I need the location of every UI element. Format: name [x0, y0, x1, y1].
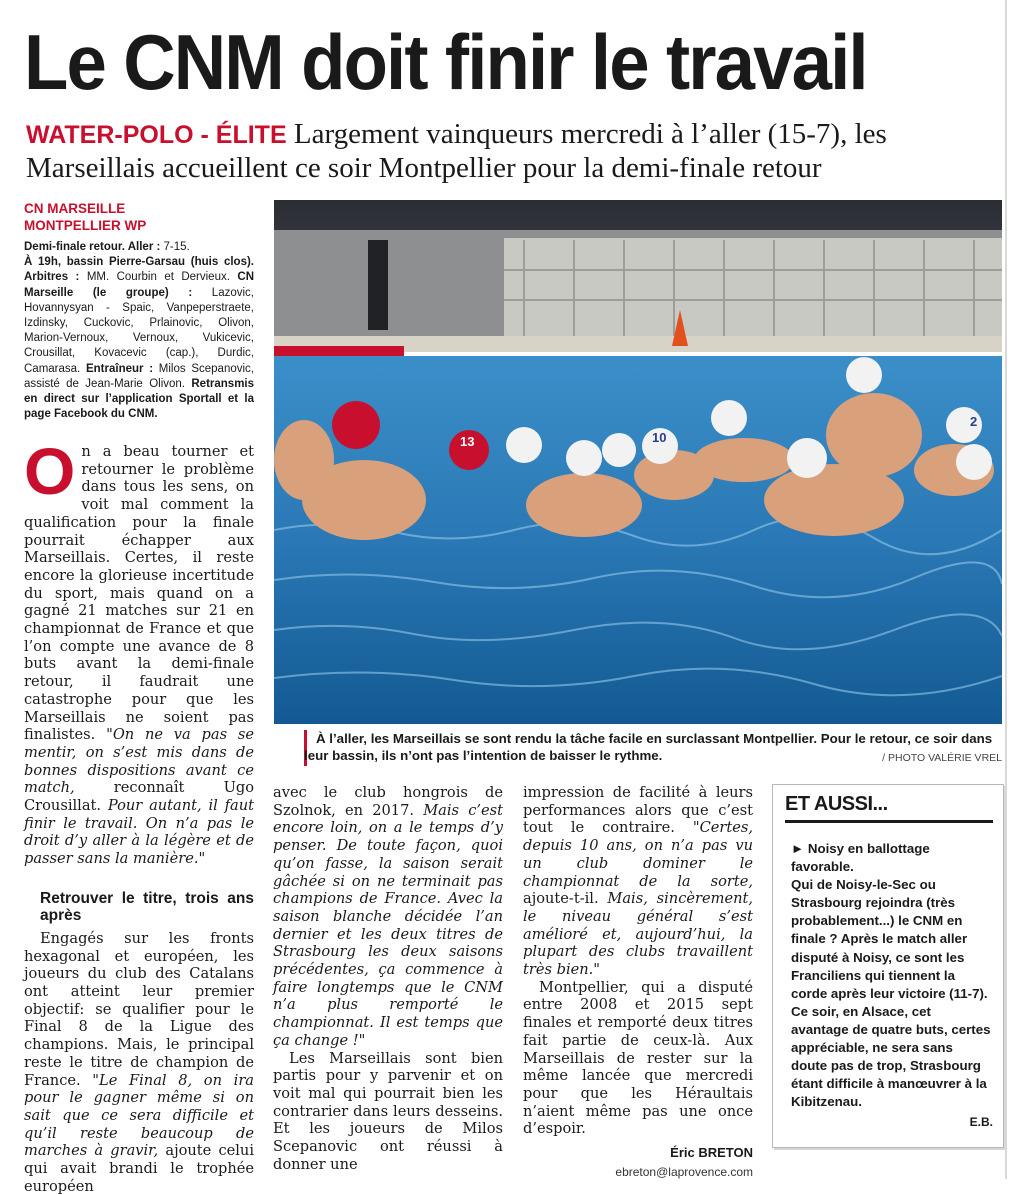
sidebar-et-aussi [772, 784, 1004, 1148]
quote: Pour autant, il faut finir le travail. On n’a pas le droit d’y aller à la légère et de passer sans la manière. [24, 797, 254, 868]
subheading: Retrouver le titre, trois ans après [40, 889, 254, 924]
article-text: reconnaît Ugo Crousillat. [24, 779, 254, 815]
photo-credit: / PHOTO VALÉRIE VREL [882, 752, 1002, 764]
info-label-demi: Demi-finale retour. Aller : [24, 241, 161, 253]
photo-illustration [274, 200, 1002, 724]
match-details [24, 240, 254, 422]
drop-cap: O [24, 434, 76, 508]
article-text: Montpellier, qui a disputé entre 2008 et 2015 sept finales et remporté deux titres fait partie de ceux-là. Aux Marseillais de rester sur la même lancée que mercredi pour que les Héraultais n’aient même pas une once d’espoir. [523, 978, 753, 1138]
author-email[interactable]: ebreton@laprovence.com [615, 1164, 753, 1179]
water-polo-photo [274, 200, 1002, 724]
article-column-2 [273, 784, 503, 1173]
photo-caption-text: À l’aller, les Marseillais se sont rendu la tâche facile en surclassant Montpellier. Pour le retour, ce soir dans leur bassin, ils n’ont pas l’intention de baisser le rythme. [304, 731, 993, 763]
deck [26, 118, 1014, 185]
info-label-lieu: À 19h, bassin Pierre-Garsau (huis clos). Arbitres : [24, 256, 254, 284]
sidebar-title: ET AUSSI... [785, 793, 888, 815]
team-away: MONTPELLIER WP [24, 218, 147, 233]
byline: Éric BRETON [670, 1145, 753, 1161]
info-label-entraineur: Entraîneur : [85, 362, 154, 375]
quote: Certes, depuis 10 ans, on n’a pas vu un club dominer le championnat de la sorte, [523, 819, 753, 890]
article-text-col2-start: avec le club hongrois de Szolnok, en 2017. [273, 784, 503, 819]
info-retransmission: Retransmis en direct sur l’application Sportall et la page Facebook du CNM. [24, 377, 255, 421]
article-text: " [358, 1031, 366, 1049]
article-column-3 [523, 784, 753, 1181]
info-value-arbitres: MM. Courbin et Dervieux. [79, 271, 230, 284]
article-text: Engagés sur les fronts hexagonal et européen, les joueurs du club des Catalans ont atteint leur premier objectif: se qualifier pour le Final 8 de la Ligue des champions. Mais, le principal reste le titre de champion de France. " [24, 929, 254, 1089]
headline: Le CNM doit finir le travail [24, 18, 867, 106]
article-column-1 [24, 434, 255, 1195]
cap-number-13: 13 [460, 434, 475, 449]
team-home: CN MARSEILLE [24, 201, 126, 216]
article-text-col1-end: ajoute celui qui avait brandi le trophée européen [24, 1142, 254, 1195]
sidebar-title-rule [785, 820, 993, 823]
cap-number-10: 10 [652, 430, 667, 445]
quote: Mais c’est encore loin, on a le temps d’y penser. De toute façon, quoi qu’on fasse, la saison serait gâchée si on ne terminait pas champions de France. Avec la saison blanche décidée l’an dernier et les deux titres de Strasbourg les deux saisons précédentes, ça commence à faire longtemps que le CNM n’a plus remporté le championnat. Il est temps que ça change ! [273, 801, 503, 1049]
article-text: ajoute-t-il. [523, 890, 608, 908]
match-teams [24, 200, 254, 234]
match-info-box [24, 200, 254, 422]
article-text: " [593, 961, 601, 979]
info-value-entraineur: Milos Scepanovic, assisté de Jean-Marie Olivon. [24, 362, 254, 390]
info-value-groupe: Lazovic, Hovannysyan - Spaic, Vanpeperstraete, Izdinsky, Cuckovic, Prlainovic, Olivon, Marion-Vernoux, Vernoux, Vukicevic, Crousillat, Kovacevic (cap.), Durdic, Camarasa. [24, 286, 254, 375]
cap-number-2: 2 [970, 414, 978, 429]
sidebar-text: Qui de Noisy-le-Sec ou Strasbourg rejoindra (très probablement...) le CNM en finale ? Après le match aller disputé à Noisy, ce sont les Franciliens qui tiennent la corde après leur victoire (11-7). Ce soir, en Alsace, cet avantage de quatre buts, certes appréciable, ne sera sans doute pas de trop, Strasbourg étant difficile à manœuvrer à la Kibitzenau. [791, 877, 991, 1110]
article-text: n a beau tourner et retourner le problème dans tous les sens, on voit mal comment la qualification pour la finale pourrait échapper aux Marseillais. Certes, il reste encore la glorieuse incertitude du sport, mais quand on a gagné 21 matches sur 21 en championnat de France et que l’on compte une avance de 8 buts avant la demi-finale retour, il faudrait une catastrophe pour que les Marseillais ne soient pas finalistes. " [24, 443, 254, 744]
page-edge-rule [1005, 0, 1007, 1179]
quote: On ne va pas se mentir, on s’est mis dans de bonnes dispositions avant ce match, [24, 726, 255, 797]
quote: Le Final 8, on ira pour le gagner même si on sait que ce sera difficile et qu’il reste beaucoup de marches à gravir, [24, 1071, 254, 1160]
quote: Mais, sincèrement, le niveau général s’est amélioré et, aujourd’hui, la plupart des clubs travaillent très bien. [523, 890, 753, 979]
article-text-col3-start: impression de facilité à leurs performances alors que c’est tout le contraire. " [523, 784, 753, 837]
sidebar-lead: ► Noisy en ballottage favorable. [791, 841, 930, 875]
info-label-groupe: CN Marseille (le groupe) : [24, 271, 255, 299]
sidebar-body [791, 840, 991, 1111]
article-text: " [198, 850, 206, 868]
info-value-aller: 7-15. [160, 241, 190, 253]
deck-text: Largement vainqueurs mercredi à l’aller (15-7), les Marseillais accueillent ce soir Montpellier pour la demi-finale retour [26, 118, 887, 184]
deck-kicker: WATER-POLO - ÉLITE [26, 121, 287, 149]
sidebar-signature: E.B. [969, 1115, 993, 1129]
article-text-col2-para: Les Marseillais sont bien partis pour y parvenir et on voit mal qui pourrait bien les contrarier dans leurs desseins. Et les joueurs de Milos Scepanovic ont réussi à donner une [273, 1049, 503, 1173]
